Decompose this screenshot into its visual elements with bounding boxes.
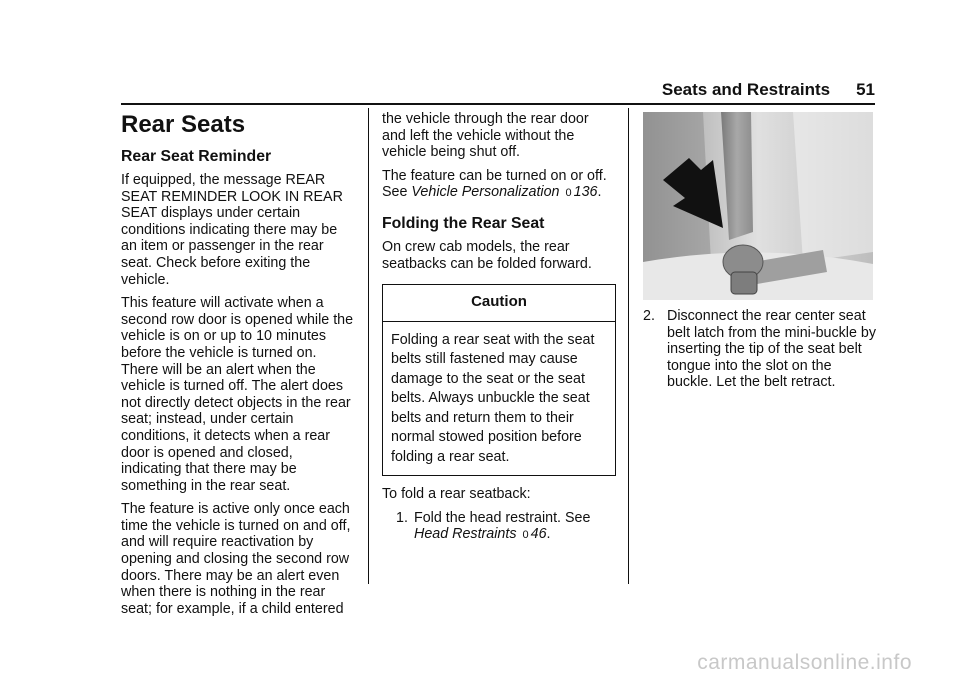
caution-title: Caution [383,285,615,322]
running-header [600,80,875,100]
column-divider-2 [628,108,629,584]
paragraph: If equipped, the message REAR SEAT REMINDER LOOK IN REAR SEAT displays under certain conditions indicating there may be an item or passenger in the rear seat. Check before exiting the vehicle. [121,172,343,288]
caution-text: Folding a rear seat with the seat belts still fastened may cause damage to the seat or the seat belts. Always unbuckle the seat belts and return them to their normal stowed position before folding a rear seat. [391,331,595,465]
page-title: Rear Seats [121,111,246,138]
seat-belt-illustration [643,112,873,300]
paragraph: the vehicle through the rear door and left the vehicle without the vehicle being shut off. [382,111,589,161]
page-ref-icon: 0 [522,529,529,542]
page-ref-icon: 0 [565,187,572,200]
header-rule [121,103,875,105]
rear-seat-reminder-heading: Rear Seat Reminder [121,148,272,165]
paragraph: The feature can be turned on or off. See Vehicle Personalization 0 136. [382,167,607,201]
caution-box [382,284,616,476]
seat-belt-buckle-image [643,112,873,300]
column-2 [382,111,616,544]
head-restraints-link[interactable]: Head Restraints [414,526,517,543]
column-1 [121,111,357,624]
paragraph: To fold a rear seatback: [382,486,531,503]
list-item: 1. Fold the head restraint. See Head Restraints 0 46. [396,509,591,543]
paragraph: On crew cab models, the rear seatbacks can be folded forward. [382,238,592,272]
list-item: 2. Disconnect the rear center seat belt latch from the mini-buckle by inserting the tip of the seat belt tongue into the slot on the buckle. Let the belt retract. [643,308,876,391]
page-ref[interactable]: 46 [530,526,547,543]
paragraph: The feature is active only once each time the vehicle is turned on and off, and will require reactivation by opening and closing the second row doors. There may be an alert even when there is nothing in the rear seat; for example, if a child entered [121,501,351,617]
page-ref[interactable]: 136 [573,184,598,201]
section-title: Seats and Restraints [661,80,831,99]
column-divider-1 [368,108,369,584]
column-3 [643,308,877,391]
watermark: carmanualsonline.info [697,651,912,674]
vehicle-personalization-link[interactable]: Vehicle Personalization [411,184,560,201]
folding-rear-seat-heading: Folding the Rear Seat [382,214,545,232]
page-number: 51 [856,80,875,99]
paragraph: This feature will activate when a second row door is opened while the vehicle is on or up to 10 minutes before the vehicle is turned on. There will be an alert when the vehicle is turned off. The alert does not directly detect objects in the rear seat; instead, under certain conditions, it detects when a rear door is opened and closed, indicating that there may be something in the rear seat. [121,295,354,494]
